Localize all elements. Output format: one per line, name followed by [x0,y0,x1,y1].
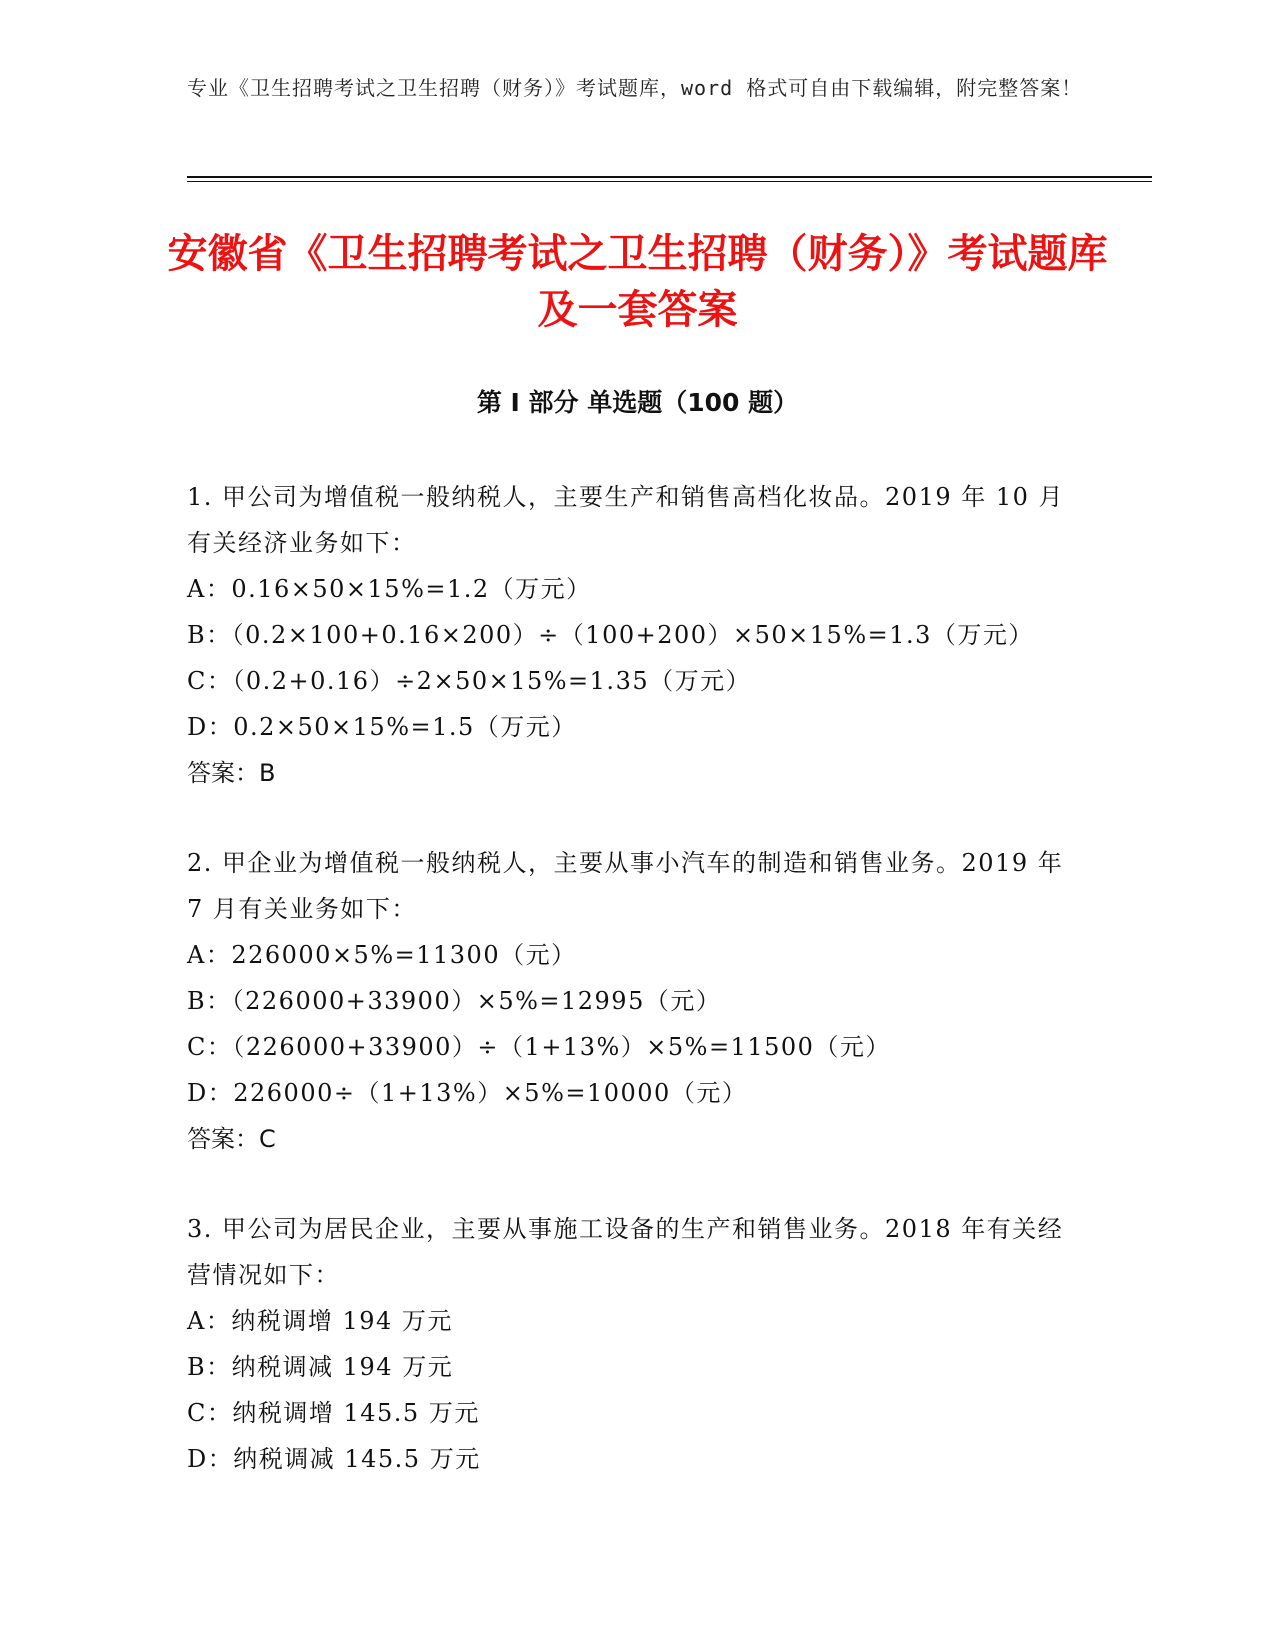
question-list [187,474,1067,1526]
question-2 [187,840,1067,1162]
option-a: A：纳税调增 194 万元 [187,1307,453,1335]
header-note: 专业《卫生招聘考试之卫生招聘（财务）》考试题库，word 格式可自由下载编辑，附完整答案！ [187,76,1083,100]
option-a: A：226000×5%=11300（元） [187,941,577,969]
option-c: C：（226000+33900）÷（1+13%）×5%=11500（元） [187,1033,891,1061]
option-b: B：纳税调减 194 万元 [187,1353,454,1381]
option-d: D：纳税调减 145.5 万元 [187,1445,481,1473]
option-c: C：（0.2+0.16）÷2×50×15%=1.35（万元） [187,667,752,695]
option-a: A：0.16×50×15%=1.2（万元） [187,575,592,603]
question-3 [187,1206,1067,1482]
document-title: 安徽省《卫生招聘考试之卫生招聘（财务）》考试题库及一套答案 [167,231,1108,333]
header-divider-thin [187,181,1152,182]
section-heading: 第 I 部分 单选题（100 题） [476,388,799,417]
question-stem: 1. 甲公司为增值税一般纳税人，主要生产和销售高档化妆品。2019 年 10 月有关经济业务如下： [187,483,1065,557]
question-stem: 3. 甲公司为居民企业，主要从事施工设备的生产和销售业务。2018 年有关经营情况如下： [187,1215,1064,1289]
option-c: C：纳税调增 145.5 万元 [187,1399,480,1427]
header-divider-thick [187,176,1152,178]
option-b: B：（0.2×100+0.16×200）÷（100+200）×50×15%=1.3（万元） [187,621,1034,649]
answer-line: 答案：B [187,759,276,787]
question-stem: 2. 甲企业为增值税一般纳税人，主要从事小汽车的制造和销售业务。2019 年 7 月有关业务如下： [187,849,1064,923]
answer-line: 答案：C [187,1125,276,1153]
option-d: D：0.2×50×15%=1.5（万元） [187,713,577,741]
option-d: D：226000÷（1+13%）×5%=10000（元） [187,1079,748,1107]
question-1 [187,474,1067,796]
option-b: B：（226000+33900）×5%=12995（元） [187,987,722,1015]
